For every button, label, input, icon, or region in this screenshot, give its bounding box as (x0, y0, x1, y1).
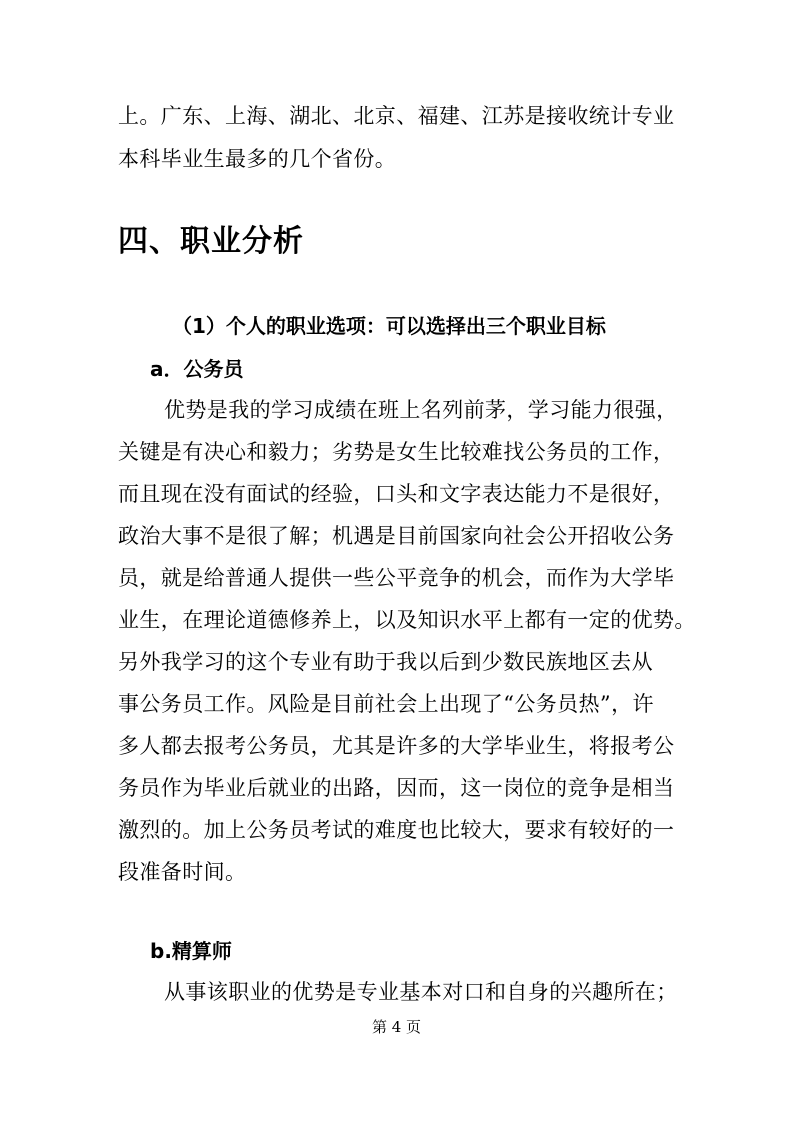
option-a-line-5: 员，就是给普通人提供一些公平竞争的机会，而作为大学毕 (118, 566, 675, 590)
option-a-line-4: 政治大事不是很了解；机遇是目前国家向社会公开招收公务 (118, 524, 675, 548)
option-b-heading: b.精算师 (150, 939, 232, 963)
option-a-line-1: 优势是我的学习成绩在班上名列前茅，学习能力很强， (164, 398, 678, 422)
option-a-line-7: 另外我学习的这个专业有助于我以后到少数民族地区去从 (118, 650, 653, 674)
option-a-line-11: 激烈的。加上公务员考试的难度也比较大，要求有较好的一 (118, 818, 675, 842)
page-number: 第 4 页 (371, 1018, 422, 1036)
section-heading: 四、职业分析 (118, 224, 304, 259)
option-a-line-6: 业生，在理论道德修养上，以及知识水平上都有一定的优势。 (118, 608, 696, 632)
subheading: （1）个人的职业选项：可以选择出三个职业目标 (172, 314, 606, 338)
option-a-line-10: 务员作为毕业后就业的出路，因而，这一岗位的竞争是相当 (118, 776, 675, 800)
option-b-line-1: 从事该职业的优势是专业基本对口和自身的兴趣所在； (164, 980, 678, 1004)
option-a-line-8: 事公务员工作。风险是目前社会上出现了“公务员热”，许 (118, 692, 654, 716)
intro-line-1: 上。广东、上海、湖北、北京、福建、江苏是接收统计专业 (118, 104, 675, 128)
option-a-line-12: 段准备时间。 (118, 860, 247, 884)
option-a-heading: a．公务员 (150, 357, 244, 381)
option-a-line-2: 关键是有决心和毅力；劣势是女生比较难找公务员的工作， (118, 440, 675, 464)
option-a-line-3: 而且现在没有面试的经验，口头和文字表达能力不是很好， (118, 482, 675, 506)
intro-line-2: 本科毕业生最多的几个省份。 (118, 147, 397, 171)
option-a-line-9: 多人都去报考公务员，尤其是许多的大学毕业生，将报考公 (118, 734, 675, 758)
